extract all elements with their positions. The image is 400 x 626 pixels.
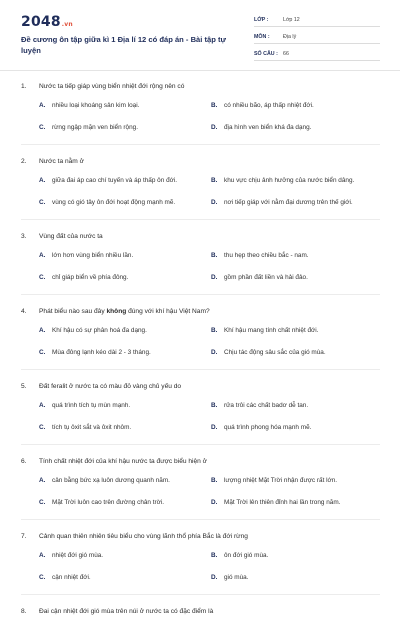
option-letter: C. [39, 348, 46, 356]
option-text: Khí hậu có sự phân hoá đa dạng. [52, 327, 147, 334]
option-letter: B. [211, 552, 218, 559]
option-b[interactable] [211, 101, 383, 111]
option-letter: A. [39, 402, 46, 409]
question-7 [0, 532, 400, 595]
option-text: địa hình ven biển khá đa dạng. [224, 123, 312, 131]
option-letter: A. [39, 102, 46, 109]
option-c[interactable] [39, 348, 211, 358]
question-1 [0, 82, 400, 145]
option-text: Chịu tác động sâu sắc của gió mùa. [224, 348, 326, 356]
option-b[interactable] [211, 176, 383, 186]
option-a[interactable] [39, 101, 211, 111]
meta-subject-row [254, 31, 380, 44]
question-number: 8. [21, 608, 27, 615]
question-text: Nước ta tiếp giáp vùng biển nhiệt đới rộng nên có [39, 83, 185, 90]
option-b[interactable] [211, 401, 383, 411]
option-text: rửa trôi các chất badơ dễ tan. [224, 402, 309, 409]
meta-value: 66 [283, 51, 289, 57]
question-text-before: Phát biểu nào sau đây [39, 308, 107, 315]
option-c[interactable] [39, 573, 211, 583]
question-5 [0, 382, 400, 445]
page-header [0, 0, 400, 66]
question-divider [21, 144, 380, 145]
document-title: Đề cương ôn tập giữa kì 1 Địa lí 12 có đáp án - Bài tập tự luyện [21, 35, 227, 55]
question-4 [0, 307, 400, 370]
option-letter: D. [211, 498, 218, 506]
option-a[interactable] [39, 251, 211, 261]
option-letter: A. [39, 177, 46, 184]
option-letter: C. [39, 573, 46, 581]
question-list [0, 82, 400, 626]
option-text: khu vực chịu ảnh hưởng của nước biển dâng. [224, 177, 355, 184]
question-number: 4. [21, 308, 27, 315]
logo-main: 2048 [21, 14, 61, 30]
option-b[interactable] [211, 326, 383, 336]
question-number: 5. [21, 383, 27, 390]
option-text: cân bằng bức xạ luôn dương quanh năm. [52, 477, 170, 484]
option-text: tích tụ ôxit sắt và ôxit nhôm. [52, 423, 132, 431]
option-letter: D. [211, 198, 218, 206]
document-meta [254, 14, 380, 65]
option-letter: D. [211, 348, 218, 356]
option-d[interactable] [211, 498, 383, 508]
option-a[interactable] [39, 326, 211, 336]
question-6 [0, 457, 400, 520]
option-text: Khí hậu mang tính chất nhiệt đới. [224, 327, 319, 334]
option-text: gồm phần đất liền và hải đảo. [224, 273, 308, 281]
option-letter: A. [39, 327, 46, 334]
question-number: 7. [21, 533, 27, 540]
option-c[interactable] [39, 498, 211, 508]
question-text: Vùng đất của nước ta [39, 233, 103, 240]
option-letter: D. [211, 423, 218, 431]
option-text: Mặt Trời luôn cao trên đường chân trời. [52, 498, 165, 506]
option-text: quá trình tích tụ mùn mạnh. [52, 402, 131, 409]
option-letter: C. [39, 273, 46, 281]
meta-value: Lớp 12 [283, 17, 300, 23]
option-text: nhiệt đới gió mùa. [52, 552, 104, 559]
option-text: Mặt Trời lên thiên đỉnh hai lần trong năm. [224, 498, 341, 506]
site-logo[interactable] [21, 14, 73, 30]
question-divider [21, 369, 380, 370]
logo-suffix: .vn [61, 21, 73, 28]
option-text: nhiều loại khoáng sản kim loại. [52, 102, 140, 109]
option-d[interactable] [211, 198, 383, 208]
option-letter: B. [211, 477, 218, 484]
meta-label: MÔN : [254, 34, 270, 40]
option-text: lượng nhiệt Mặt Trời nhận được rất lớn. [224, 477, 338, 484]
option-letter: A. [39, 552, 46, 559]
question-divider [21, 444, 380, 445]
option-letter: D. [211, 573, 218, 581]
option-letter: B. [211, 402, 218, 409]
option-text: lớn hơn vùng biển nhiều lần. [52, 252, 134, 259]
question-text-after: đúng với khí hậu Việt Nam? [126, 308, 210, 315]
meta-value: Địa lý [283, 34, 297, 40]
option-b[interactable] [211, 551, 383, 561]
option-d[interactable] [211, 273, 383, 283]
question-number: 2. [21, 158, 27, 165]
question-divider [21, 594, 380, 595]
option-text: vùng có gió tây ôn đới hoạt động mạnh mẽ. [52, 198, 176, 206]
option-d[interactable] [211, 423, 383, 433]
option-letter: D. [211, 273, 218, 281]
question-divider [21, 519, 380, 520]
question-text: Đai cận nhiệt đới gió mùa trên núi ở nước ta có đặc điểm là [39, 608, 214, 615]
option-d[interactable] [211, 123, 383, 133]
question-text: Đất feralit ở nước ta có màu đỏ vàng chủ yếu do [39, 383, 182, 390]
question-2 [0, 157, 400, 220]
option-c[interactable] [39, 123, 211, 133]
option-letter: C. [39, 423, 46, 431]
meta-class-row [254, 14, 380, 27]
option-a[interactable] [39, 401, 211, 411]
option-letter: A. [39, 477, 46, 484]
option-letter: C. [39, 498, 46, 506]
option-text: chỉ giáp biển về phía đông. [52, 273, 129, 281]
option-letter: B. [211, 102, 218, 109]
option-c[interactable] [39, 423, 211, 433]
question-divider [21, 219, 380, 220]
option-letter: A. [39, 252, 46, 259]
meta-label: LỚP : [254, 17, 269, 23]
question-divider [21, 294, 380, 295]
question-number: 6. [21, 458, 27, 465]
question-number: 3. [21, 233, 27, 240]
meta-label: SỐ CÂU : [254, 51, 278, 57]
option-d[interactable] [211, 348, 383, 358]
header-divider [0, 70, 400, 71]
option-c[interactable] [39, 273, 211, 283]
option-letter: B. [211, 327, 218, 334]
meta-count-row [254, 48, 380, 61]
question-3 [0, 232, 400, 295]
option-d[interactable] [211, 573, 383, 583]
option-text: Mùa đông lạnh kéo dài 2 - 3 tháng. [52, 348, 151, 356]
option-letter: B. [211, 177, 218, 184]
option-text: quá trình phong hóa mạnh mẽ. [224, 423, 312, 431]
question-text-emphasis: không [106, 308, 127, 315]
option-letter: B. [211, 252, 218, 259]
option-text: có nhiều bão, áp thấp nhiệt đới. [224, 102, 314, 109]
option-a[interactable] [39, 176, 211, 186]
question-text [39, 307, 210, 316]
option-b[interactable] [211, 251, 383, 261]
option-a[interactable] [39, 476, 211, 486]
question-text: Cảnh quan thiên nhiên tiêu biểu cho vùng lãnh thổ phía Bắc là đới rừng [39, 533, 248, 540]
question-text: Tính chất nhiệt đới của khí hậu nước ta được biểu hiện ở [39, 458, 207, 465]
question-number: 1. [21, 83, 27, 90]
option-text: thu hẹp theo chiều bắc - nam. [224, 252, 309, 259]
question-8 [0, 607, 400, 616]
option-text: cận nhiệt đới. [52, 573, 91, 581]
option-text: ôn đới gió mùa. [224, 552, 269, 559]
option-text: nơi tiếp giáp với nằm đại dương trên thế giới. [224, 198, 353, 206]
option-text: gió mùa. [224, 573, 249, 581]
option-letter: C. [39, 123, 46, 131]
option-b[interactable] [211, 476, 383, 486]
option-letter: D. [211, 123, 218, 131]
option-c[interactable] [39, 198, 211, 208]
option-a[interactable] [39, 551, 211, 561]
option-text: giữa đai áp cao chí tuyến và áp thấp ôn đới. [52, 177, 178, 184]
option-text: rừng ngập mặn ven biển rộng. [52, 123, 138, 131]
option-letter: C. [39, 198, 46, 206]
question-text: Nước ta nằm ở [39, 158, 84, 165]
